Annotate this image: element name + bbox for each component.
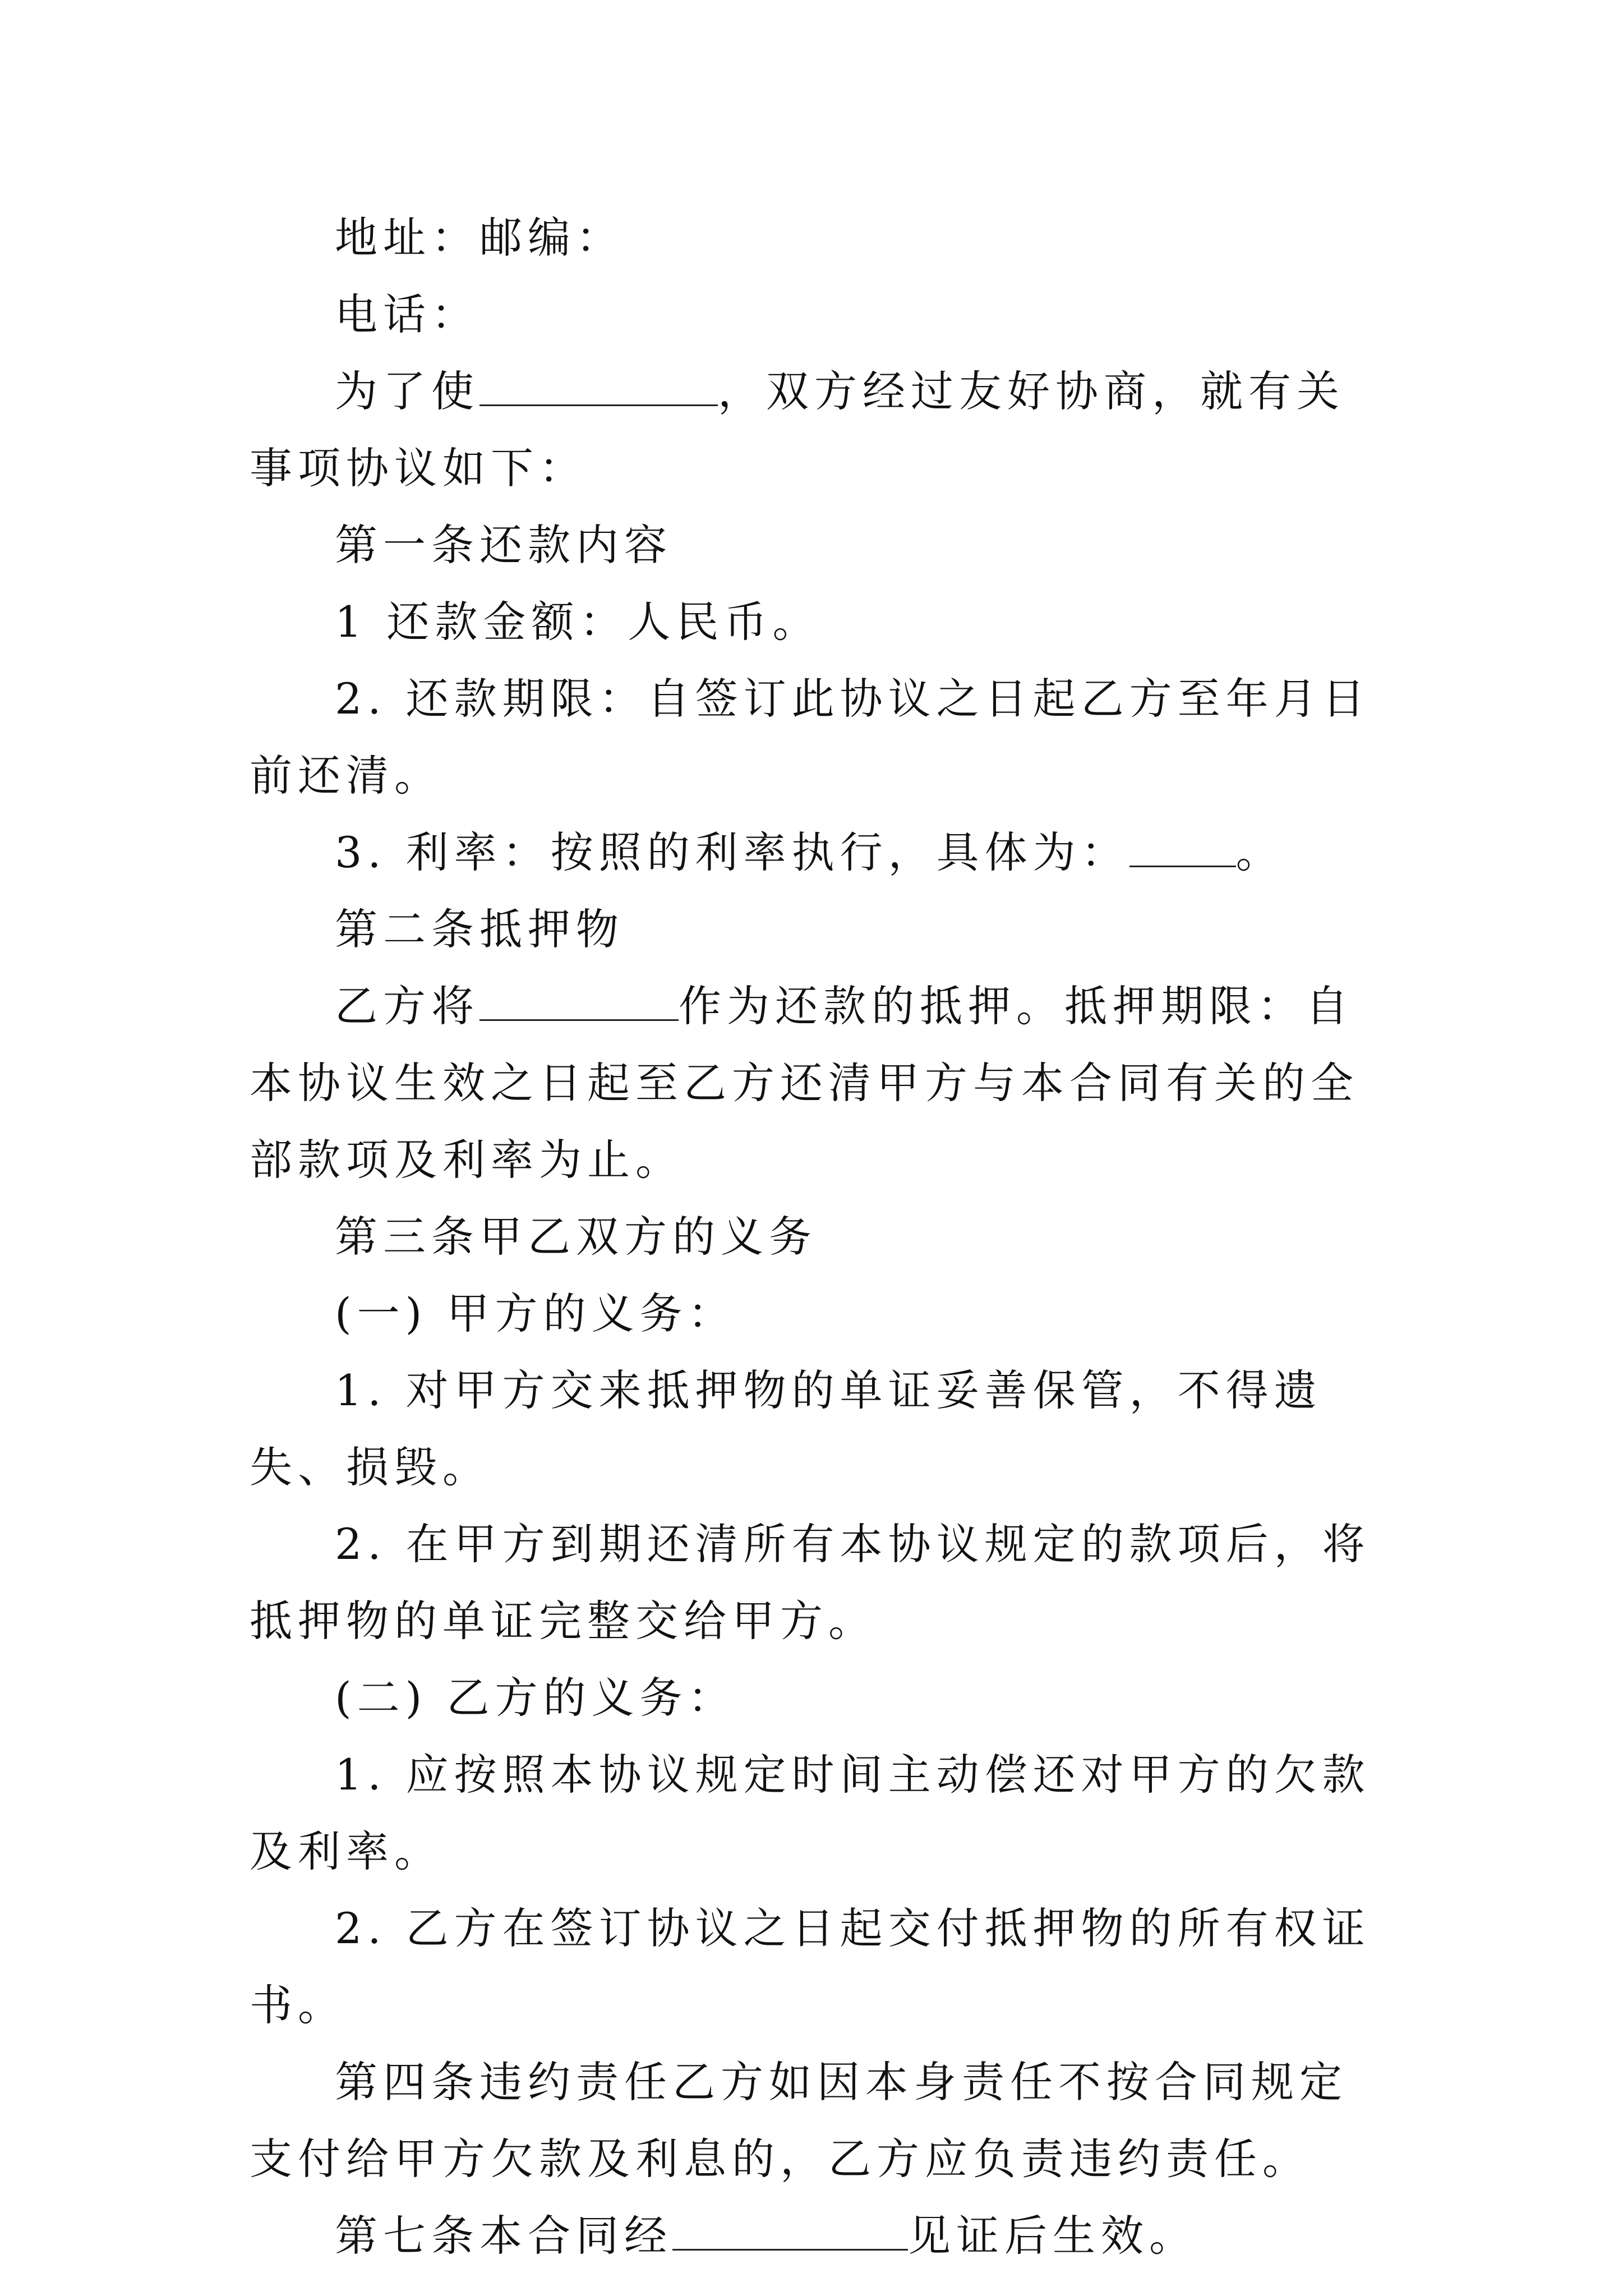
- interest-rate-text: 3. 利率：按照的利率执行，具体为：: [335, 827, 1129, 877]
- address-line: 地址：邮编：: [335, 213, 624, 263]
- party-a-obligation-1: 1. 对甲方交来抵押物的单证妥善保管，不得遗失、损毁。: [250, 1365, 1322, 1492]
- party-a-obligation-2: 2. 在甲方到期还清所有本协议规定的款项后，将抵押物的单证完整交给甲方。: [250, 1519, 1371, 1646]
- interest-rate-end: 。: [1235, 827, 1284, 877]
- party-a-obligations-heading: (一) 甲方的义务：: [335, 1289, 736, 1338]
- purpose-text-end: ，双方经过友好协商，就有关事项协议如下：: [250, 366, 1345, 493]
- purpose-blank: [479, 365, 718, 406]
- collateral-paragraph: [250, 968, 1388, 1198]
- interest-rate: [250, 814, 1388, 891]
- document-body: [250, 199, 1388, 2274]
- phone-line: 电话：: [335, 289, 479, 339]
- witness-blank: [672, 2210, 908, 2251]
- collateral-text-start: 乙方将: [335, 981, 479, 1031]
- article-4-liability: 第四条违约责任乙方如因本身责任不按合同规定支付给甲方欠款及利息的，乙方应负责违约责任。: [250, 2057, 1348, 2184]
- collateral-blank: [479, 980, 679, 1021]
- interest-rate-blank: [1129, 826, 1236, 867]
- article-1-heading: 第一条还款内容: [335, 520, 672, 570]
- article-7-effective: [250, 2197, 1388, 2274]
- purpose-text-start: 为了使: [335, 366, 479, 416]
- repayment-term: 2. 还款期限：自签订此协议之日起乙方至年月日前还清。: [250, 674, 1371, 800]
- party-b-obligations-heading: (二) 乙方的义务：: [335, 1673, 736, 1723]
- party-b-obligation-1: 1. 应按照本协议规定时间主动偿还对甲方的欠款及利率。: [250, 1750, 1371, 1876]
- party-b-obligation-2: 2. 乙方在签订协议之日起交付抵押物的所有权证书。: [250, 1903, 1371, 2030]
- article-3-heading: 第三条甲乙双方的义务: [335, 1212, 817, 1262]
- collateral-text-end: 作为还款的抵押。抵押期限：自本协议生效之日起至乙方还清甲方与本合同有关的全部款项及利率为止。: [250, 981, 1359, 1185]
- effective-text-start: 第七条本合同经: [335, 2211, 672, 2261]
- purpose-paragraph: [250, 353, 1388, 507]
- repayment-amount: 1 还款金额：人民币。: [335, 597, 821, 647]
- effective-text-end: 见证后生效。: [908, 2211, 1197, 2261]
- article-2-heading: 第二条抵押物: [335, 904, 624, 954]
